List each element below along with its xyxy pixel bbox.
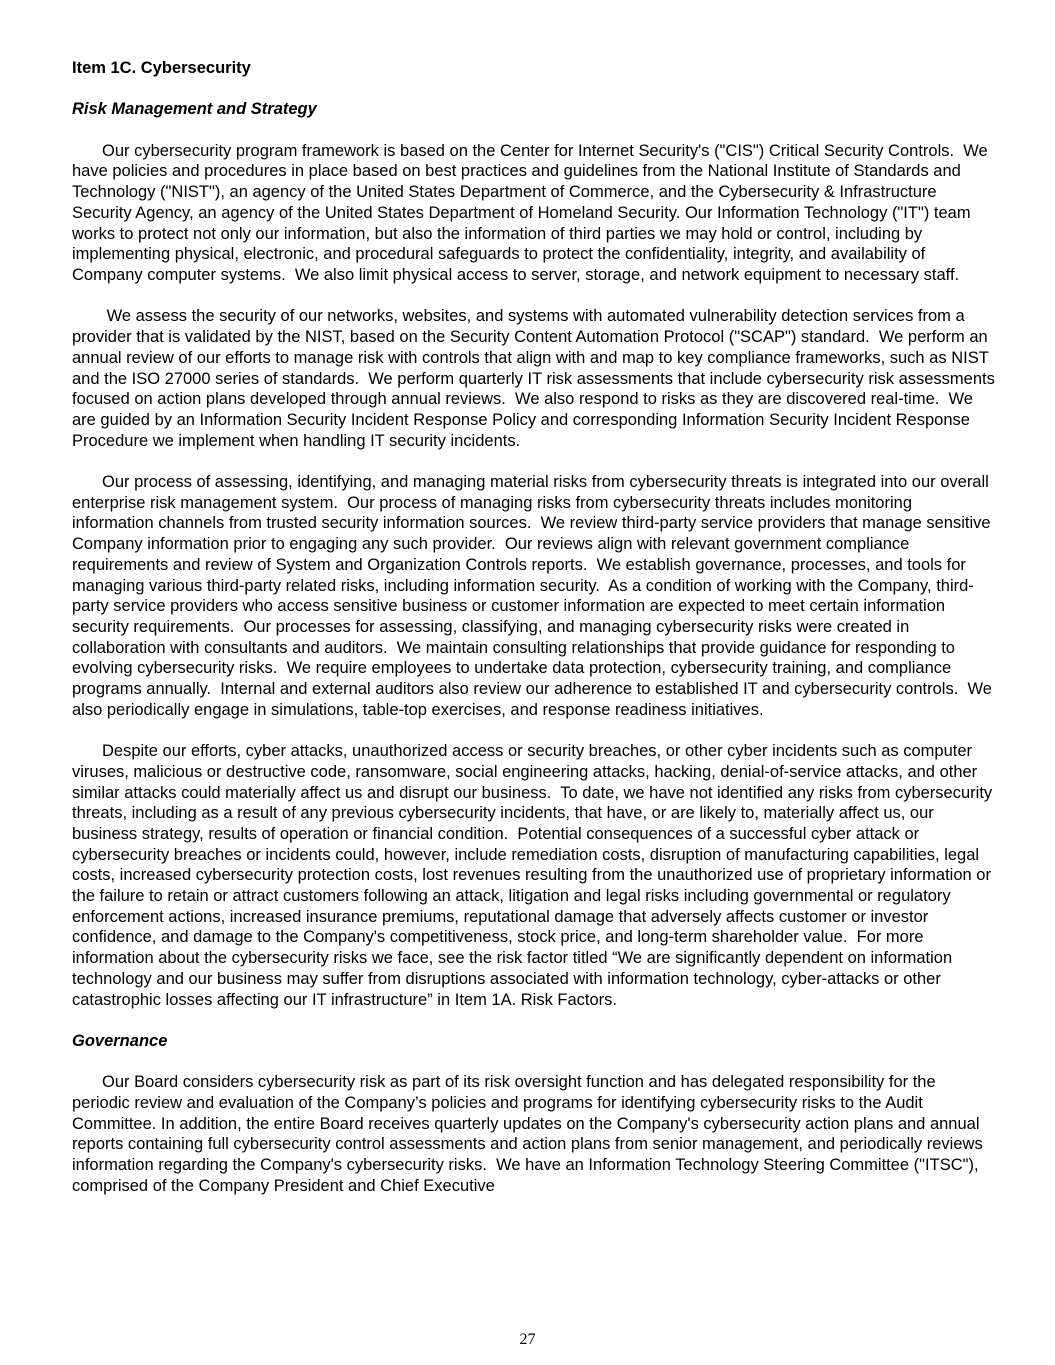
paragraph-security-assessment: We assess the security of our networks, websites, and systems with automated vulnerability detection services from a provider that is validated by the NIST, based on the Security Content Automation Protocol ("SCAP") standard. We perform an annual review of our efforts to manage risk with controls that align with and map to key compliance frameworks, such as NIST and the ISO 27000 series of standards. We perform quarterly IT risk assessments that include cybersecurity risk assessments focused on action plans developed through annual reviews. We also respond to risks as they are discovered real-time. We are guided by an Information Security Incident Response Policy and corresponding Information Security Incident Response Procedure we implement when handling IT security incidents.: [72, 307, 1000, 450]
paragraph-board-oversight: Our Board considers cybersecurity risk as part of its risk oversight function and has delegated responsibility for the periodic review and evaluation of the Company’s policies and programs for identifying cybersecurity risks to the Audit Committee. In addition, the entire Board receives quarterly updates on the Company's cybersecurity action plans and annual reports containing full cybersecurity control assessments and action plans from senior management, and periodically reviews information regarding the Company's cybersecurity risks. We have an Information Technology Steering Committee ("ITSC"), comprised of the Company President and Chief Executive: [72, 1073, 988, 1195]
paragraph-risk-management-process: Our process of assessing, identifying, and managing material risks from cybersecurity threats is integrated into our overall enterprise risk management system. Our process of managing risks from cybersecurity threats includes monitoring information channels from trusted security information sources. We review third-party service providers that manage sensitive Company information prior to engaging any such provider. Our reviews align with relevant government compliance requirements and review of System and Organization Controls reports. We establish governance, processes, and tools for managing various third-party related risks, including information security. As a condition of working with the Company, third-party service providers who access sensitive business or customer information are expected to meet certain information security requirements. Our processes for assessing, classifying, and managing cybersecurity risks were created in collaboration with consultants and auditors. We maintain consulting relationships that provide guidance for responding to evolving cybersecurity risks. We require employees to undertake data protection, cybersecurity training, and compliance programs annually. Internal and external auditors also review our adherence to established IT and cybersecurity controls. We also periodically engage in simulations, table-top exercises, and response readiness initiatives.: [72, 473, 997, 719]
paragraph-cyber-attack-risks: Despite our efforts, cyber attacks, unauthorized access or security breaches, or other cyber incidents such as computer viruses, malicious or destructive code, ransomware, social engineering attacks, hacking, denial-of-service attacks, and other similar attacks could materially affect us and disrupt our business. To date, we have not identified any risks from cybersecurity threats, including as a result of any previous cybersecurity incidents, that have, or are likely to, materially affect us, our business strategy, results of operation or financial condition. Potential consequences of a successful cyber attack or cybersecurity breaches or incidents could, however, include remediation costs, disruption of manufacturing capabilities, legal costs, increased cybersecurity protection costs, lost revenues resulting from the unauthorized use of proprietary information or the failure to retain or attract customers following an attack, litigation and legal risks including governmental or regulatory enforcement actions, increased insurance premiums, reputational damage that adversely affects customer or investor confidence, and damage to the Company's competitiveness, stock price, and long-term shareholder value. For more information about the cybersecurity risks we face, see the risk factor titled “We are significantly dependent on information technology and our business may suffer from disruptions associated with information technology, cyber-attacks or other catastrophic losses affecting our IT infrastructure” in Item 1A. Risk Factors.: [72, 742, 997, 1009]
page-title: Item 1C. Cybersecurity: [72, 59, 251, 77]
paragraph-cybersecurity-framework: Our cybersecurity program framework is based on the Center for Internet Security's ("CIS") Critical Security Controls. We have policies and procedures in place based on best practices and guidelines from the National Institute of Standards and Technology ("NIST"), an agency of the United States Department of Commerce, and the Cybersecurity & Infrastructure Security Agency, an agency of the United States Department of Homeland Security. Our Information Technology ("IT") team works to protect not only our information, but also the information of third parties we may hold or control, including by implementing physical, electronic, and procedural safeguards to protect the confidentiality, integrity, and availability of Company computer systems. We also limit physical access to server, storage, and network equipment to necessary staff.: [72, 141, 993, 284]
section-heading-risk-management-and-strategy: Risk Management and Strategy: [72, 100, 317, 119]
page-number: 27: [519, 1331, 536, 1348]
section-heading-governance: Governance: [72, 1031, 168, 1050]
